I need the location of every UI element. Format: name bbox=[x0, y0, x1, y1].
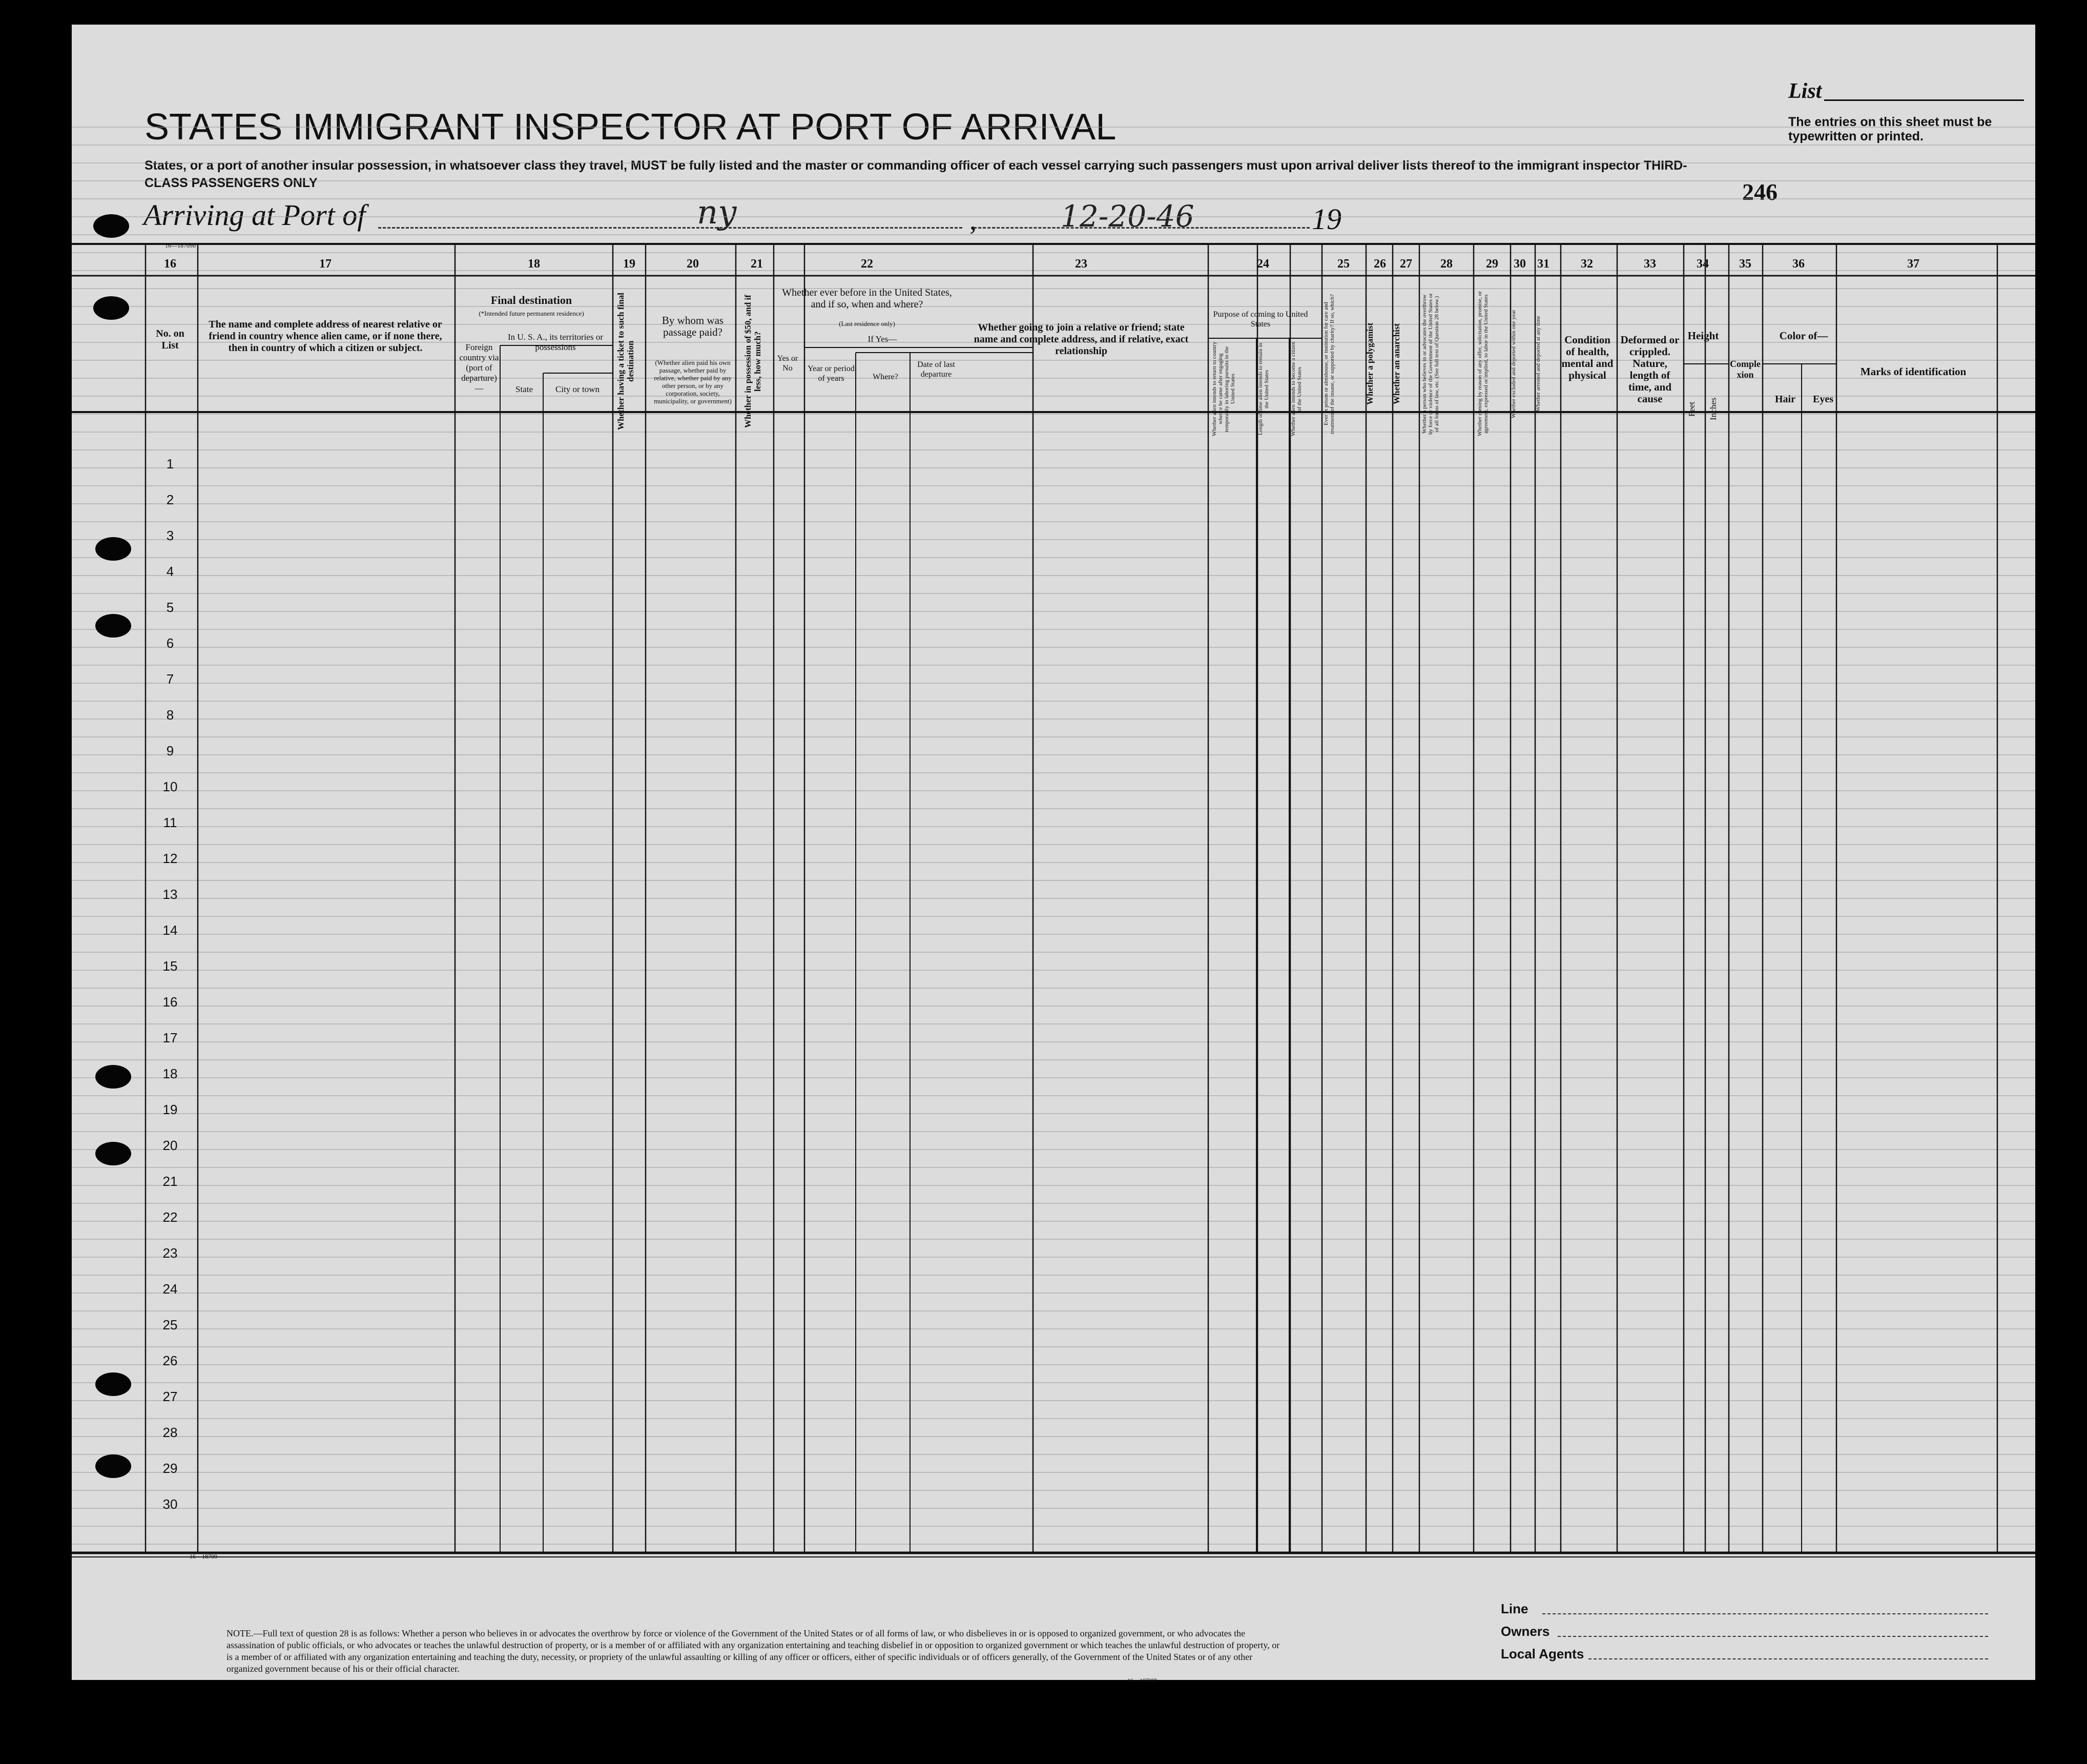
col-num-19: 19 bbox=[623, 257, 635, 271]
col-height: Height bbox=[1687, 330, 1719, 342]
col-final-destination: Final destination bbox=[490, 294, 572, 306]
row-number: 21 bbox=[162, 1174, 178, 1189]
col-in-usa: In U. S. A., its territories or possessions bbox=[507, 332, 604, 352]
col-num-16: 16 bbox=[164, 257, 176, 271]
row-number: 17 bbox=[162, 1030, 178, 1045]
col-num-17: 17 bbox=[319, 257, 332, 271]
row-number: 7 bbox=[166, 671, 174, 687]
col-final-destination-sub: (*Intended future permanent residence) bbox=[479, 310, 584, 317]
col-color-of: Color of— bbox=[1779, 330, 1828, 342]
row-number: 28 bbox=[162, 1425, 178, 1440]
local-agents-field[interactable] bbox=[1588, 1658, 1988, 1659]
manifest-sheet bbox=[72, 25, 2035, 1684]
col-labor-offer: Whether coming by reason of any offer, solicitation, promise, or agreement, expressed or implied, to labor in the United States bbox=[1477, 291, 1489, 437]
owners-label: Owners bbox=[1501, 1624, 1550, 1639]
entries-note: The entries on this sheet must be typewritten or printed. bbox=[1788, 115, 1992, 143]
row-number: 19 bbox=[162, 1102, 178, 1117]
col-num-31: 31 bbox=[1537, 257, 1549, 271]
punch-hole bbox=[93, 214, 129, 238]
row-number: 29 bbox=[162, 1461, 178, 1476]
row-number: 3 bbox=[166, 528, 174, 543]
row-number: 10 bbox=[162, 779, 178, 794]
col-foreign-country: Foreign country via (port of departure)— bbox=[459, 342, 499, 393]
row-number: 25 bbox=[162, 1317, 178, 1332]
col-date-last-departure: Date of last departure bbox=[917, 360, 955, 379]
col-passage-paid-sub: (Whether alien paid his own passage, whether paid by relative, whether paid by any other person, or by any corporation, society, municipality, or government) bbox=[654, 359, 732, 405]
port-handwritten-value: ny bbox=[697, 194, 737, 232]
col-num-18: 18 bbox=[528, 257, 540, 271]
col-excluded: Whether excluded and deported within one year bbox=[1511, 310, 1517, 418]
col-state: State bbox=[515, 384, 533, 394]
comma-separator: , bbox=[969, 204, 977, 236]
col-ticket: Whether having a ticket to such final destination bbox=[616, 293, 635, 430]
row-number: 6 bbox=[166, 635, 174, 651]
row-number: 24 bbox=[162, 1281, 178, 1297]
col-num-32: 32 bbox=[1581, 257, 1593, 271]
col-hair: Hair bbox=[1775, 394, 1795, 405]
list-label: List bbox=[1788, 79, 1822, 103]
row-number: 5 bbox=[166, 600, 174, 615]
row-number: 4 bbox=[166, 564, 174, 579]
punch-hole bbox=[93, 296, 129, 320]
row-number: 9 bbox=[166, 743, 174, 758]
col-before-in-us-sub: (Last residence only) bbox=[839, 320, 895, 327]
col-purpose-return: Whether alien intends to return to country whence he came after engaging temporarily in laboring pursuits in the United States bbox=[1211, 341, 1236, 437]
row-number: 16 bbox=[162, 994, 178, 1010]
row-number: 30 bbox=[162, 1496, 178, 1512]
note-form-code: 16—18709b bbox=[1127, 1677, 1158, 1684]
punch-hole bbox=[95, 537, 131, 561]
col-health: Condition of health, mental and physical bbox=[1561, 334, 1614, 381]
col-num-22: 22 bbox=[861, 257, 873, 271]
form-code-top: 16—18709b bbox=[165, 242, 196, 249]
year-prefix: 19 bbox=[1312, 202, 1341, 236]
col-num-23: 23 bbox=[1075, 257, 1087, 271]
col-num-36: 36 bbox=[1792, 257, 1805, 271]
arriving-label: Arriving at Port of bbox=[143, 198, 366, 232]
row-number: 13 bbox=[162, 887, 178, 902]
col-num-28: 28 bbox=[1440, 257, 1453, 271]
local-agents-label: Local Agents bbox=[1501, 1646, 1584, 1662]
manifest-grid bbox=[72, 25, 2035, 1680]
col-polygamist: Whether a polygamist bbox=[1365, 322, 1375, 405]
sheet-number: 246 bbox=[1742, 179, 1778, 205]
col-overthrow: Whether a person who believes in or advocates the overthrow by force or violence of the Government of the United States or of all forms of law, etc. (See full text of Question 28 below.) bbox=[1421, 293, 1440, 435]
col-prison: Ever in prison or almshouse, or institution for care and treatment of the insane, or supported by charity? If so, which? bbox=[1323, 294, 1335, 434]
row-number: 18 bbox=[162, 1066, 178, 1081]
col-num-20: 20 bbox=[687, 257, 699, 271]
row-number: 14 bbox=[162, 922, 178, 938]
col-no-on-list: No. on List bbox=[156, 328, 184, 351]
row-number: 23 bbox=[162, 1245, 178, 1261]
col-purpose: Purpose of coming to United States bbox=[1213, 310, 1308, 329]
col-yes-no: Yes or No bbox=[777, 354, 798, 373]
col-num-37: 37 bbox=[1907, 257, 1919, 271]
row-number: 1 bbox=[166, 456, 174, 471]
form-code-bottom: 16—18709 bbox=[190, 1553, 217, 1560]
row-number: 8 bbox=[166, 707, 174, 723]
col-year-period: Year or period of years bbox=[808, 364, 855, 383]
col-num-21: 21 bbox=[751, 257, 763, 271]
col-num-33: 33 bbox=[1644, 257, 1656, 271]
col-purpose-length: Length of time alien intends to remain in the United States bbox=[1257, 343, 1270, 435]
col-purpose-citizen: Whether alien intends to become a citizen of the United States bbox=[1290, 341, 1303, 437]
col-city-town: City or town bbox=[555, 384, 600, 394]
owners-field[interactable] bbox=[1558, 1636, 1988, 1637]
col-num-30: 30 bbox=[1514, 257, 1526, 271]
col-where: Where? bbox=[873, 373, 898, 381]
line-label: Line bbox=[1501, 1601, 1528, 1616]
col-eyes: Eyes bbox=[1813, 394, 1833, 405]
col-num-34: 34 bbox=[1697, 257, 1709, 271]
col-num-27: 27 bbox=[1400, 257, 1412, 271]
line-field[interactable] bbox=[1542, 1613, 1988, 1614]
col-num-29: 29 bbox=[1486, 257, 1498, 271]
form-title: STATES IMMIGRANT INSPECTOR AT PORT OF ARRIVAL bbox=[144, 107, 1117, 148]
row-number: 26 bbox=[162, 1353, 178, 1368]
col-join-relative: Whether going to join a relative or friend; state name and complete address, and if relative, exact relationship bbox=[974, 322, 1189, 357]
col-passage-paid: By whom was passage paid? bbox=[662, 314, 724, 338]
col-possession-50: Whether in possession of $50, and if less, how much? bbox=[743, 295, 762, 428]
col-num-35: 35 bbox=[1739, 257, 1751, 271]
col-complexion: Complexion bbox=[1730, 359, 1761, 380]
row-number: 15 bbox=[162, 958, 178, 974]
col-inches: Inches bbox=[1708, 397, 1718, 421]
col-arrested: Whether arrested and deported at any time bbox=[1535, 316, 1541, 412]
col-feet: Feet bbox=[1687, 401, 1697, 417]
form-instructions: States, or a port of another insular possession, in whatsoever class they travel, MUST be fully listed and the master or commanding officer of each vessel carrying such passengers must upon arrival deliver lists thereof to the immigrant inspector THIRD-CLASS PASSENGERS ONLY bbox=[144, 158, 1687, 190]
col-deformed: Deformed or crippled. Nature, length of time, and cause bbox=[1620, 334, 1680, 405]
col-num-24: 24 bbox=[1257, 257, 1269, 271]
row-number: 22 bbox=[162, 1209, 178, 1225]
date-handwritten-value: 12-20-46 bbox=[1061, 199, 1194, 234]
row-number: 2 bbox=[166, 492, 174, 507]
col-anarchist: Whether an anarchist bbox=[1392, 323, 1401, 405]
row-number: 11 bbox=[163, 815, 177, 830]
row-number: 27 bbox=[162, 1389, 178, 1404]
question-28-note: NOTE.—Full text of question 28 is as follows: Whether a person who believes in or advocates the overthrow by force or violence of the Government of the United States or of all forms of law, or who disbelieves in or is opposed to organized government, or who advocates the assassination of public officials, or who advocates or teaches the unlawful destruction of property, or is a member of or affiliated with any organization entertaining and teaching disbelief in or opposition to organized government or which teaches the unlawful destruction of property, or is a member of or affiliated with any organization entertaining and teaching the duty, necessity, or propriety of the unlawful assaulting or killing of any officer or officers, either of specific individuals or of officers generally, of the Government of the United States or of any other organized government because of his or their official character. bbox=[226, 1628, 1280, 1674]
col-if-yes: If Yes— bbox=[867, 334, 897, 344]
row-number: 20 bbox=[162, 1138, 178, 1153]
col-nearest-relative: The name and complete address of nearest relative or friend in country whence alien came, or if none there, then in country of which a citizen or subject. bbox=[209, 319, 442, 354]
punch-hole bbox=[95, 1454, 131, 1478]
punch-hole bbox=[95, 614, 131, 638]
punch-hole bbox=[95, 1065, 131, 1089]
punch-hole bbox=[95, 1372, 131, 1396]
col-num-26: 26 bbox=[1374, 257, 1386, 271]
grid-lines bbox=[72, 25, 2035, 1680]
col-before-in-us: Whether ever before in the United States, and if so, when and where? bbox=[782, 287, 952, 310]
col-marks: Marks of identification bbox=[1860, 365, 1967, 378]
row-number: 12 bbox=[162, 851, 178, 866]
col-num-25: 25 bbox=[1337, 257, 1350, 271]
punch-hole bbox=[95, 1142, 131, 1165]
